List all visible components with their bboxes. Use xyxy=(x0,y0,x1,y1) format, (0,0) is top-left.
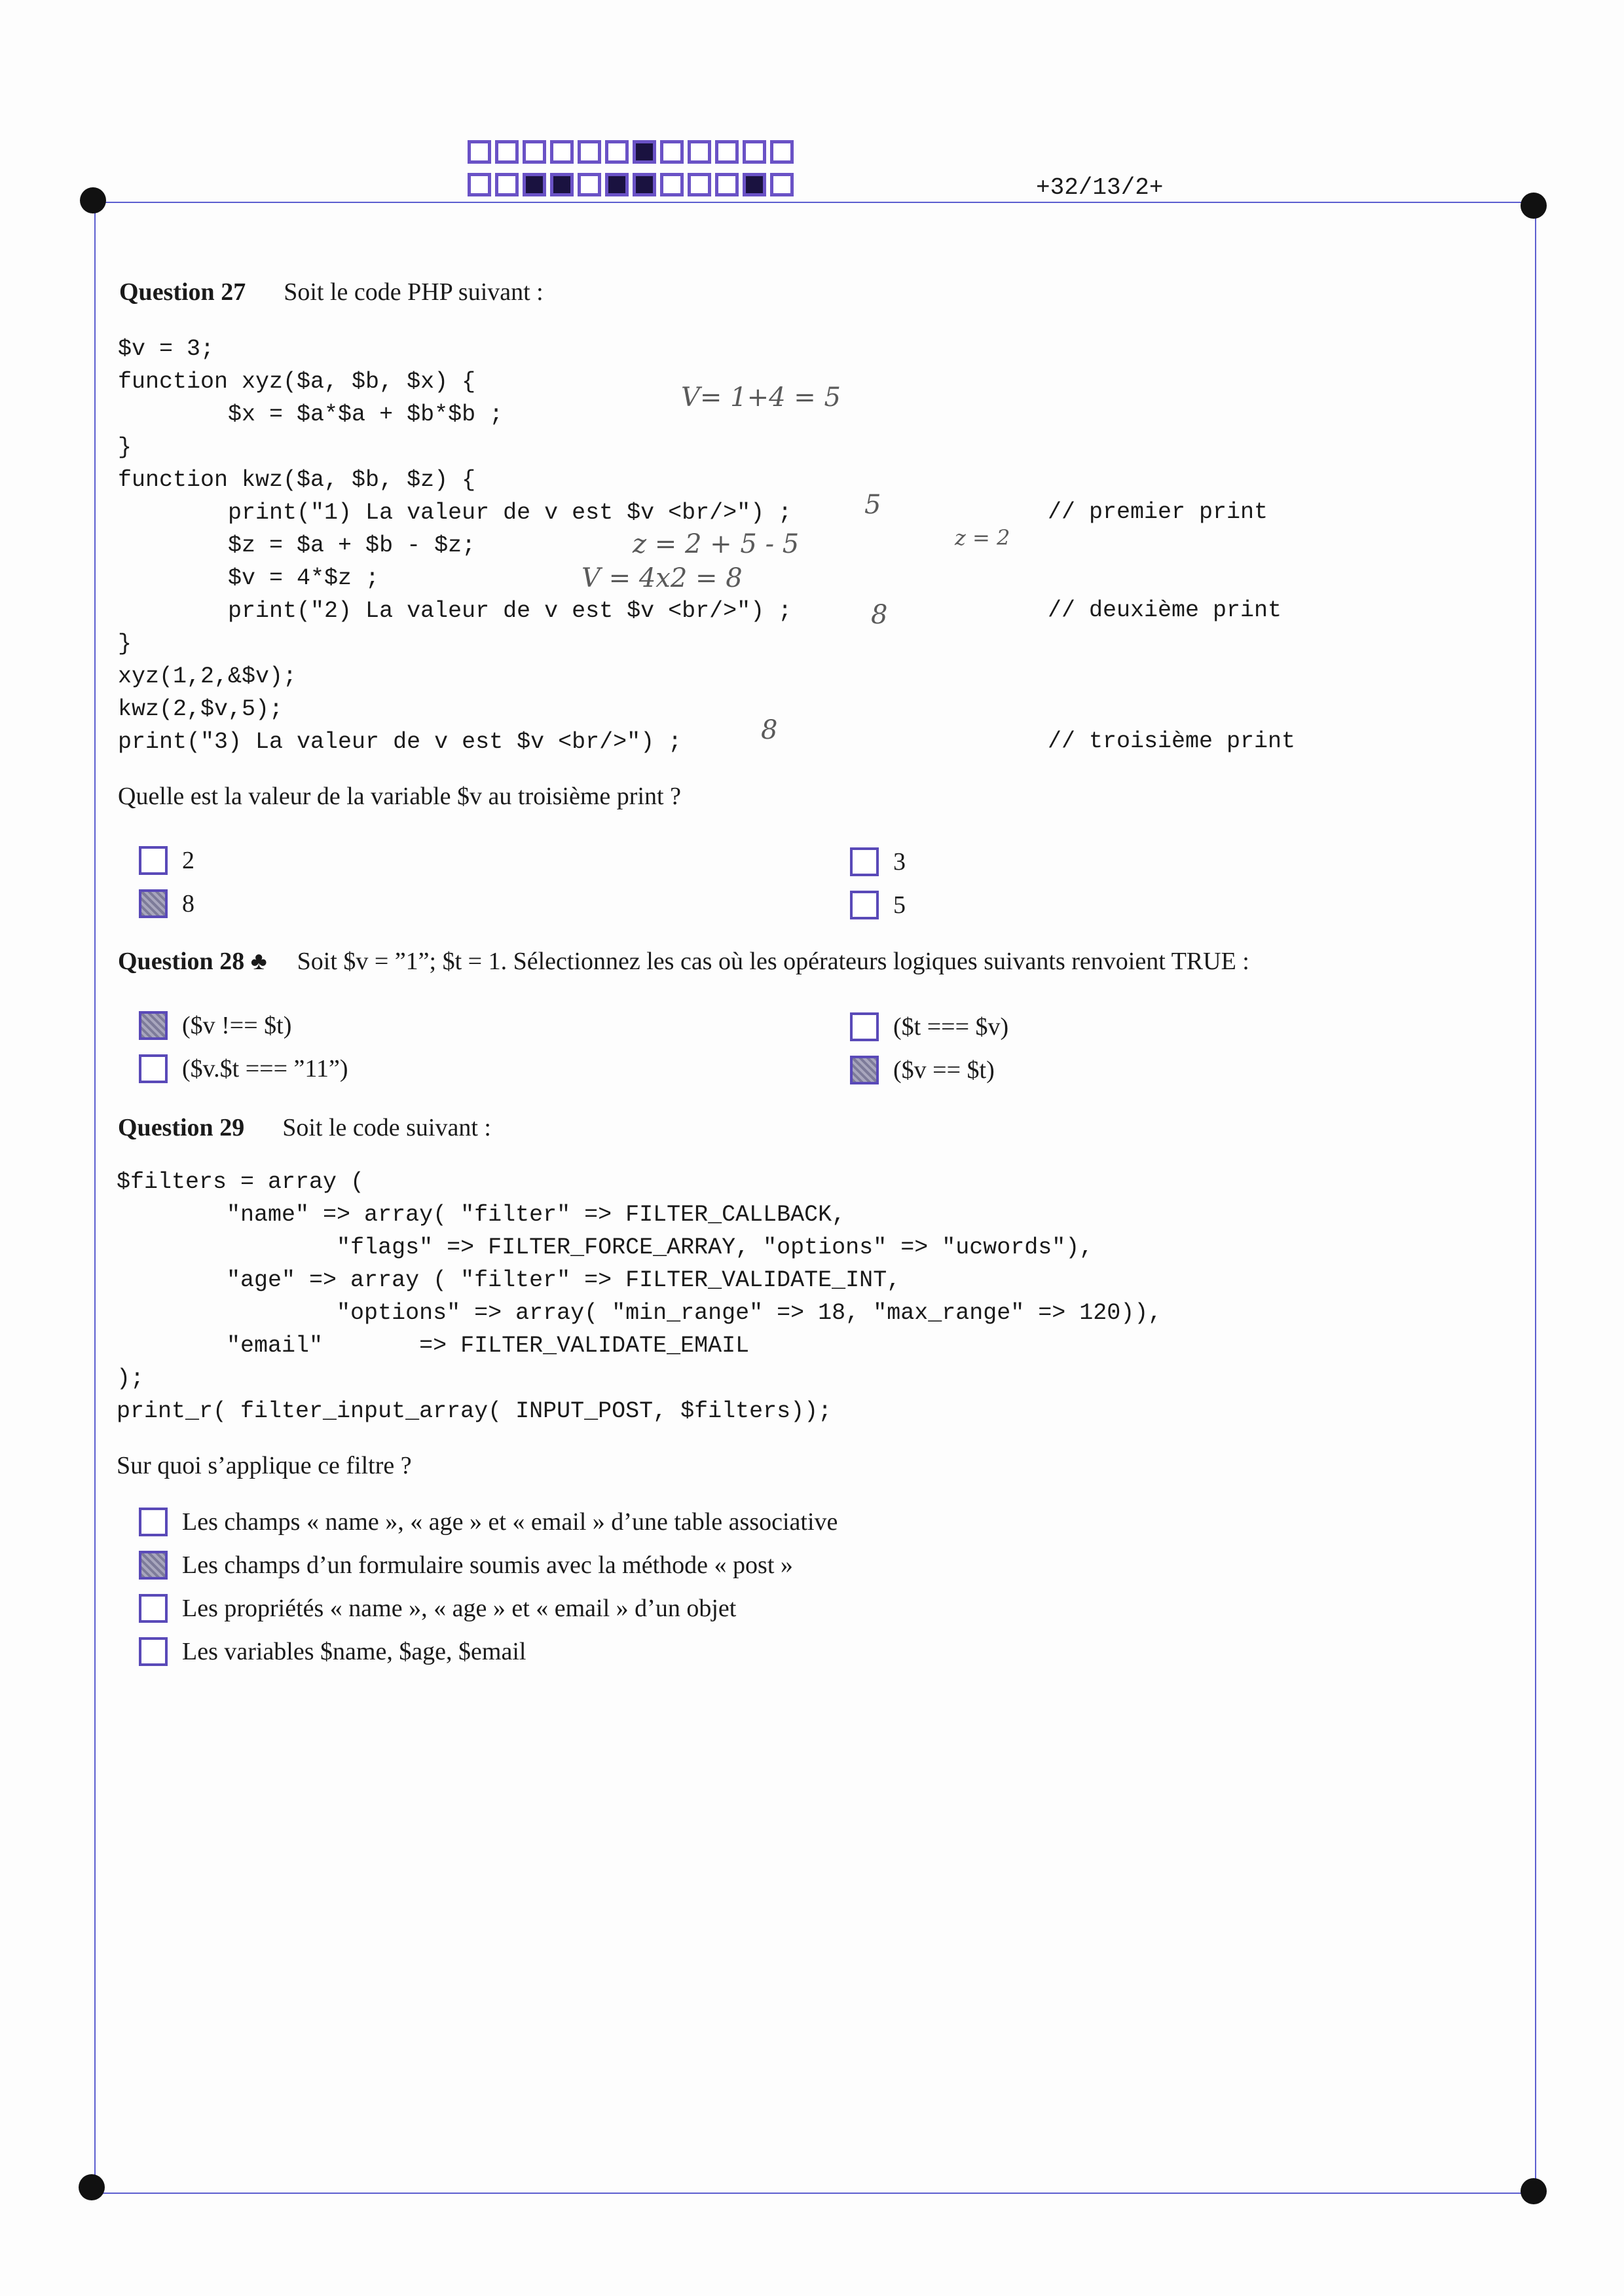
q27-option-5-checkbox[interactable] xyxy=(850,891,879,919)
question-27-number: Question 27 xyxy=(119,278,246,306)
barcode-cell xyxy=(660,173,684,196)
question-28-header xyxy=(118,947,1249,976)
q29-option-a[interactable] xyxy=(139,1504,838,1540)
barcode-cell xyxy=(633,173,656,196)
handwritten-note-print2: 8 xyxy=(871,600,888,630)
barcode-cell xyxy=(715,140,739,164)
q29-option-a-label: Les champs « name », « age » et « email » d’une table associative xyxy=(182,1508,838,1536)
barcode-cell xyxy=(688,140,711,164)
barcode-cell xyxy=(605,140,629,164)
registration-mark-top-right xyxy=(1521,193,1547,219)
q28-option-b[interactable] xyxy=(850,1009,1008,1045)
barcode-cell xyxy=(523,140,546,164)
question-29-prompt: Soit le code suivant : xyxy=(282,1114,491,1141)
question-28-prompt: Soit $v = ”1”; $t = 1. Sélectionnez les cas où les opérateurs logiques suivants renvoient TRUE : xyxy=(297,948,1249,975)
q27-option-3-label: 3 xyxy=(893,848,906,876)
q28-option-b-label: ($t === $v) xyxy=(893,1013,1009,1041)
q27-option-3-checkbox[interactable] xyxy=(850,847,879,876)
q28-option-c[interactable] xyxy=(139,1050,348,1087)
question-29-header xyxy=(118,1113,491,1142)
barcode-cell xyxy=(495,173,519,196)
comment-troisieme-print: // troisième print xyxy=(1048,728,1296,754)
q27-option-8[interactable] xyxy=(139,885,194,922)
q29-option-d[interactable] xyxy=(139,1633,526,1670)
barcode-cell xyxy=(468,173,491,196)
q27-option-5-label: 5 xyxy=(893,891,906,919)
q27-option-2[interactable] xyxy=(139,842,194,879)
q27-option-2-label: 2 xyxy=(182,847,194,874)
q28-option-c-label: ($v.$t === ”11”) xyxy=(182,1055,348,1083)
barcode-cell xyxy=(660,140,684,164)
q29-option-d-checkbox[interactable] xyxy=(139,1637,168,1666)
comment-premier-print: // premier print xyxy=(1048,499,1268,525)
question-29-number: Question 29 xyxy=(118,1114,245,1141)
barcode-cell xyxy=(605,173,629,196)
id-barcode-row-1 xyxy=(468,140,794,164)
q28-option-a-checkbox[interactable] xyxy=(139,1011,168,1040)
page-id: +32/13/2+ xyxy=(1036,174,1164,201)
q29-option-c[interactable] xyxy=(139,1590,736,1627)
q27-option-8-checkbox[interactable] xyxy=(139,889,168,918)
question-28-number: Question 28 ♣ xyxy=(118,948,267,975)
handwritten-note-z2: z = 2 xyxy=(955,525,1010,550)
barcode-cell xyxy=(495,140,519,164)
barcode-cell xyxy=(743,173,766,196)
barcode-cell xyxy=(550,173,574,196)
handwritten-note-v: V = 4x2 = 8 xyxy=(581,563,743,593)
q28-option-a-label: ($v !== $t) xyxy=(182,1012,292,1039)
q28-option-a[interactable] xyxy=(139,1007,291,1044)
q27-option-8-label: 8 xyxy=(182,890,194,917)
registration-mark-bottom-right xyxy=(1521,2178,1547,2204)
barcode-cell xyxy=(688,173,711,196)
q28-option-d[interactable] xyxy=(850,1052,995,1088)
comment-deuxieme-print: // deuxième print xyxy=(1048,597,1282,623)
q28-option-b-checkbox[interactable] xyxy=(850,1012,879,1041)
handwritten-note-print1: 5 xyxy=(864,490,881,520)
barcode-cell xyxy=(578,173,601,196)
barcode-cell xyxy=(770,173,794,196)
q28-option-d-checkbox[interactable] xyxy=(850,1056,879,1084)
question-27-prompt: Soit le code PHP suivant : xyxy=(284,278,544,306)
barcode-cell xyxy=(468,140,491,164)
handwritten-note-x: V= 1+4 = 5 xyxy=(681,382,841,413)
q29-option-a-checkbox[interactable] xyxy=(139,1508,168,1536)
barcode-cell xyxy=(578,140,601,164)
question-27-header xyxy=(119,278,544,306)
question-29-code: $filters = array ( "name" => array( "filter" => FILTER_CALLBACK, "flags" => FILTER_FORCE_ARRAY, "options" => "ucwords"), "age" => array ( "filter" => FILTER_VALIDATE_INT, "options" => array( "min_range" => 18, "max_range" => 120)), "email" => FILTER_VALIDATE_EMAIL ); print_r( filter_input_array( INPUT_POST, $filters)); xyxy=(117,1169,1162,1424)
q29-option-b-label: Les champs d’un formulaire soumis avec la méthode « post » xyxy=(182,1551,793,1579)
barcode-cell xyxy=(633,140,656,164)
barcode-cell xyxy=(770,140,794,164)
barcode-cell xyxy=(715,173,739,196)
barcode-cell xyxy=(550,140,574,164)
q28-option-d-label: ($v == $t) xyxy=(893,1056,995,1084)
question-29-question: Sur quoi s’applique ce filtre ? xyxy=(117,1452,412,1479)
q27-option-2-checkbox[interactable] xyxy=(139,846,168,875)
q29-option-c-label: Les propriétés « name », « age » et « email » d’un objet xyxy=(182,1595,737,1622)
barcode-cell xyxy=(523,173,546,196)
handwritten-note-z: z = 2 + 5 - 5 xyxy=(633,529,800,559)
question-27-code: $v = 3; function xyz($a, $b, $x) { $x = $a*$a + $b*$b ; } function kwz($a, $b, $z) { print("1) La valeur de v est $v <br/>") ; $z = $a + $b - $z; $v = 4*$z ; print("2) La valeur de v est $v <br/>") ; } xyz(1,2,&$v); kwz(2,$v,5); print("3) La valeur de v est $v <br/>") ; xyxy=(118,336,792,755)
q29-option-b-checkbox[interactable] xyxy=(139,1551,168,1580)
q28-option-c-checkbox[interactable] xyxy=(139,1054,168,1083)
barcode-cell xyxy=(743,140,766,164)
q29-option-b[interactable] xyxy=(139,1547,793,1583)
id-barcode-row-2 xyxy=(468,173,794,196)
q29-option-c-checkbox[interactable] xyxy=(139,1594,168,1623)
question-27-question: Quelle est la valeur de la variable $v au troisième print ? xyxy=(118,783,681,810)
handwritten-note-print3: 8 xyxy=(761,715,778,745)
q29-option-d-label: Les variables $name, $age, $email xyxy=(182,1638,526,1665)
registration-mark-top-left xyxy=(80,187,106,213)
q27-option-5[interactable] xyxy=(850,887,906,923)
registration-mark-bottom-left xyxy=(79,2174,105,2200)
q27-option-3[interactable] xyxy=(850,843,906,880)
